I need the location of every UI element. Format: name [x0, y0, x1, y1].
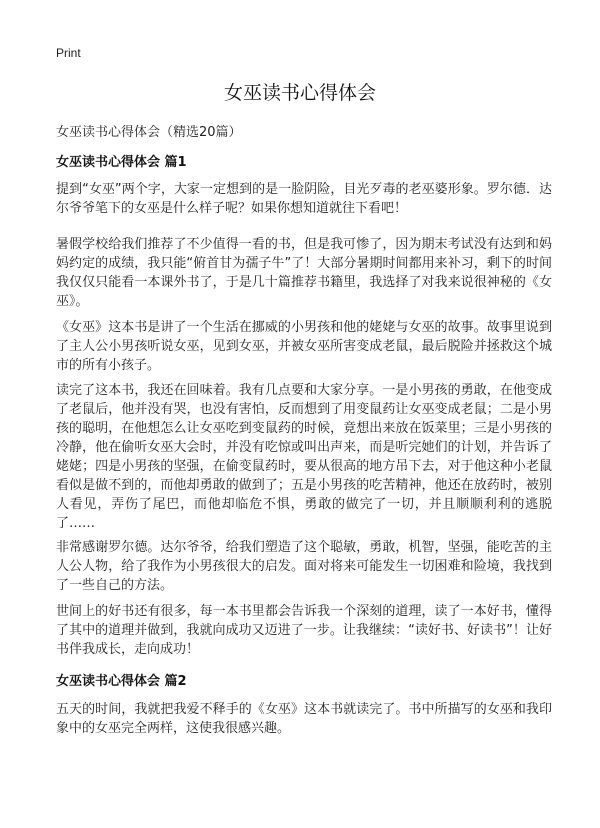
- print-link[interactable]: Print: [56, 46, 81, 60]
- paragraph: 提到“女巫”两个字，大家一定想到的是一脸阴险，目光歹毒的老巫婆形象。罗尔德．达尔爷爷笔下的女巫是什么样子呢？如果你想知道就往下看吧！: [56, 182, 552, 216]
- paragraph: 读完了这本书，我还在回味着。我有几点要和大家分享。一是小男孩的勇敢，在他变成了老鼠后，他并没有哭，也没有害怕，反而想到了用变鼠药让女巫变成老鼠；二是小男孩的聪明，在他想怎么让女巫吃到变鼠药的时候，竟想出来放在饭菜里；三是小男孩的冷静，他在偷听女巫大会时，并没有吃惊或叫出声来，而是听完她们的计划，并告诉了姥姥；四是小男孩的坚强，在偷变鼠药时，要从很高的地方吊下去，对于他这种小老鼠看似是做不到的，而他却勇敢的做到了；五是小男孩的吃苦精神，他还在放药时，被别人看见，弄伤了尾巴，而他却临危不惧，勇敢的做完了一切，并且顺顺利利的逃脱了……: [56, 383, 552, 531]
- page-title: 女巫读书心得体会: [223, 82, 376, 104]
- paragraph: 暑假学校给我们推荐了不少值得一看的书，但是我可惨了，因为期末考试没有达到和妈妈约定的成绩，我只能“俯首甘为孺子牛”了！大部分暑期时间都用来补习，剩下的时间我仅仅只能看一本课外书了，于是几十篇推荐书籍里，我选择了对我来说很神秘的《女巫》。: [56, 237, 552, 309]
- section-heading-2: 女巫读书心得体会 篇2: [56, 674, 187, 689]
- paragraph: 世间上的好书还有很多，每一本书里都会告诉我一个深刻的道理，读了一本好书，懂得了其中的道理并做到，我就向成功又迈进了一步。让我继续：“读好书、好读书”！让好书伴我成长，走向成功！: [56, 604, 552, 657]
- paragraph: 五天的时间，我就把我爱不释手的《女巫》这本书就读完了。书中所描写的女巫和我印象中的女巫完全两样，这使我很感兴趣。: [56, 702, 552, 736]
- section-heading-1: 女巫读书心得体会 篇1: [56, 155, 187, 170]
- paragraph: 《女巫》这本书是讲了一个生活在挪威的小男孩和他的姥姥与女巫的故事。故事里说到了主人公小男孩听说女巫，见到女巫，并被女巫所害变成老鼠，最后脱险并拯救这个城市的所有小孩子。: [56, 320, 552, 373]
- paragraph: 非常感谢罗尔德。达尔爷爷，给我们塑造了这个聪敏，勇敢，机智，坚强，能吃苦的主人公人物，给了我作为小男孩很大的启发。面对将来可能发生一切困难和险境，我找到了一些自己的方法。: [56, 540, 552, 593]
- page-subtitle: 女巫读书心得体会（精选20篇）: [56, 125, 242, 140]
